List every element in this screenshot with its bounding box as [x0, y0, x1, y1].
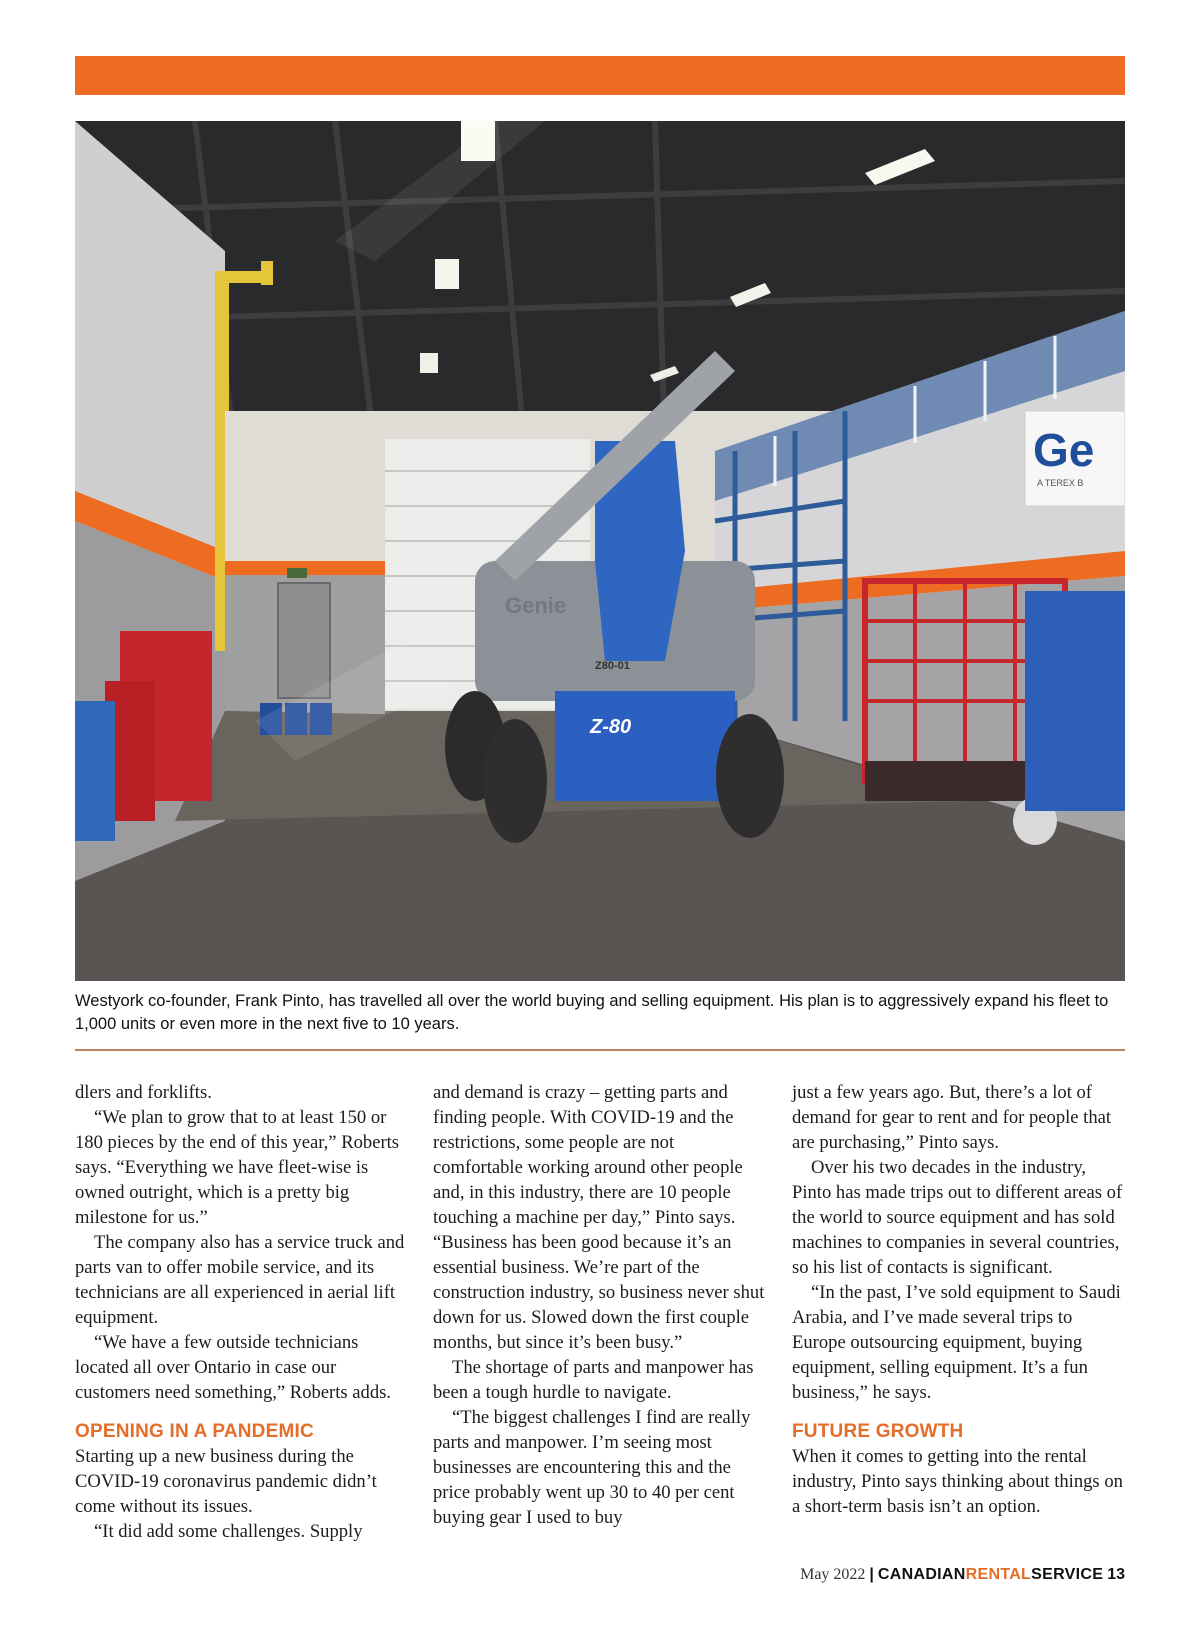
paragraph: When it comes to getting into the rental industry, Pinto says thinking about things on a short-term basis isn’t an option.: [792, 1446, 1123, 1517]
issue-date: May 2022: [800, 1566, 866, 1583]
section-heading-future-growth: FUTURE GROWTH: [792, 1421, 964, 1442]
brand-part-3: SERVICE: [1031, 1566, 1104, 1583]
paragraph: “The biggest challenges I find are really parts and manpower. I’m seeing most businesses are encountering this and the price probably went up 30 to 40 per cent buying gear I used to buy: [433, 1407, 751, 1528]
paragraph: “We plan to grow that to at least 150 or 180 pieces by the end of this year,” Roberts says. “Everything we have fleet-wise is owned outright, which is a pretty big milestone for us.”: [75, 1107, 400, 1228]
caption-divider: [75, 1049, 1125, 1051]
photo-caption: Westyork co-founder, Frank Pinto, has travelled all over the world buying and selling equipment. His plan is to aggressively expand his fleet to 1,000 units or even more in the next five to 10 years.: [75, 992, 1109, 1033]
brand-part-2: RENTAL: [965, 1566, 1032, 1583]
paragraph: “In the past, I’ve sold equipment to Saudi Arabia, and I’ve made several trips to Europe outsourcing equipment, buying equipment, selling equipment. It’s a fun business,” he says.: [792, 1282, 1121, 1403]
article-column-2: [433, 1080, 768, 1530]
lift-model-label: Z-80: [590, 716, 632, 738]
wall-sign-logo: Ge: [1033, 424, 1095, 476]
paragraph: “We have a few outside technicians located all over Ontario in case our customers need something,” Roberts adds.: [75, 1332, 392, 1403]
paragraph: dlers and forklifts.: [75, 1082, 212, 1103]
brand-part-1: CANADIAN: [877, 1566, 966, 1583]
footer-separator: |: [869, 1566, 874, 1583]
article-column-3: [792, 1080, 1127, 1519]
paragraph: The shortage of parts and manpower has been a tough hurdle to navigate.: [433, 1357, 754, 1403]
article-column-1: [75, 1080, 410, 1544]
wall-sign-subtext: A TEREX B: [1037, 478, 1084, 488]
lift-brand-label: Genie: [505, 593, 567, 618]
lift-serial-label: Z80-01: [595, 660, 630, 672]
paragraph: Starting up a new business during the COVID-19 coronavirus pandemic didn’t come without its issues.: [75, 1446, 377, 1517]
page-footer: [800, 1564, 1125, 1586]
paragraph: and demand is crazy – getting parts and finding people. With COVID-19 and the restrictions, some people are not comfortable working around other people and, in this industry, there are 10 people touching a machine per day,” Pinto says. “Business has been good because it’s an essential business. We’re part of the construction industry, so business never shut down for us. Slowed down the first couple months, but since it’s been busy.”: [433, 1082, 765, 1353]
warehouse-photo: [75, 121, 1125, 981]
paragraph: The company also has a service truck and parts van to offer mobile service, and its technicians are all experienced in aerial lift equipment.: [75, 1232, 405, 1328]
paragraph: “It did add some challenges. Supply: [94, 1521, 363, 1542]
header-accent-bar: [75, 56, 1125, 95]
page-number: 13: [1107, 1566, 1125, 1583]
publication-name: [878, 1566, 1103, 1583]
section-heading-opening: OPENING IN A PANDEMIC: [75, 1421, 314, 1442]
paragraph: just a few years ago. But, there’s a lot of demand for gear to rent and for people that are purchasing,” Pinto says.: [792, 1082, 1112, 1153]
paragraph: Over his two decades in the industry, Pinto has made trips out to different areas of the world to source equipment and has sold machines to companies in several countries, so his list of contacts is significant.: [792, 1157, 1123, 1278]
